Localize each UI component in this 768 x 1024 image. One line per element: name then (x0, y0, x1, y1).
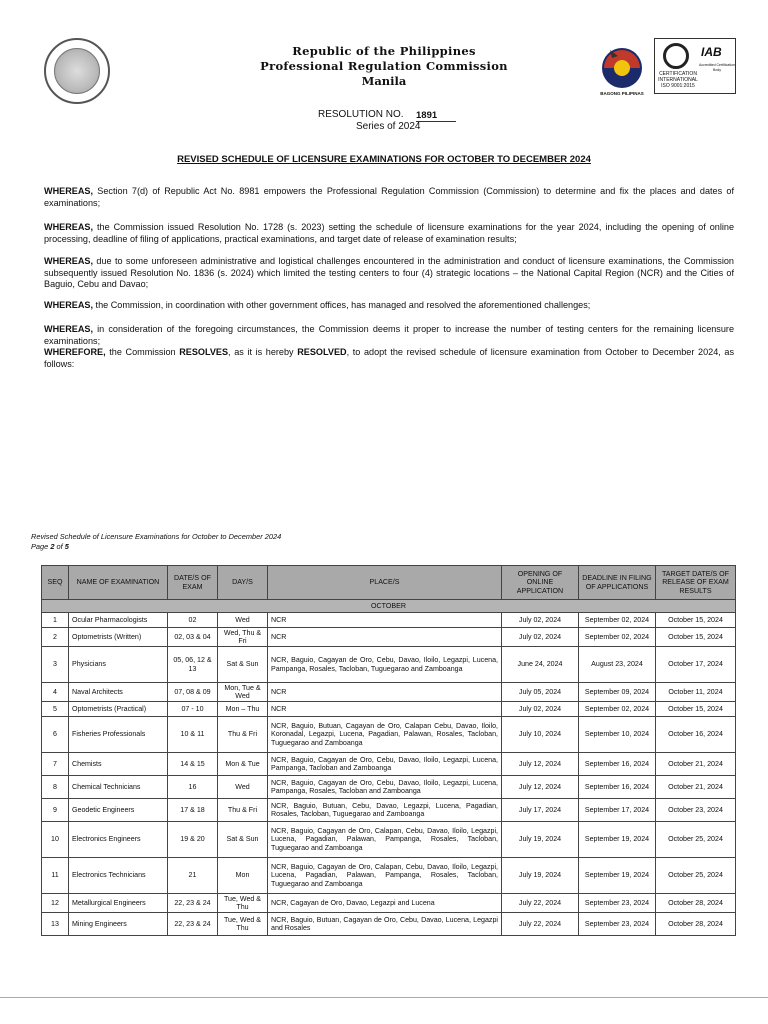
deadline-cell: September 02, 2024 (579, 628, 656, 647)
deadline-cell: September 09, 2024 (579, 683, 656, 702)
opening-cell: July 22, 2024 (502, 894, 579, 913)
col-header-deadline: DEADLINE IN FILING OF APPLICATIONS (579, 566, 656, 600)
month-row (42, 600, 736, 613)
name-cell: Geodetic Engineers (69, 799, 168, 822)
name-cell: Electronics Engineers (69, 822, 168, 858)
opening-cell: July 17, 2024 (502, 799, 579, 822)
date-cell: 16 (168, 776, 218, 799)
resolution-series: Series of 2024 (356, 121, 421, 132)
places-cell: NCR, Cagayan de Oro, Davao, Legazpi and Lucena (268, 894, 502, 913)
name-cell: Chemists (69, 753, 168, 776)
col-header-release: TARGET DATE/S OF RELEASE OF EXAM RESULTS (656, 566, 736, 600)
name-cell: Optometrists (Practical) (69, 702, 168, 717)
seq-cell: 11 (42, 858, 69, 894)
table-row (42, 702, 736, 717)
table-row (42, 683, 736, 702)
release-cell: October 25, 2024 (656, 858, 736, 894)
days-cell: Tue, Wed & Thu (218, 894, 268, 913)
release-cell: October 15, 2024 (656, 613, 736, 628)
opening-cell: July 02, 2024 (502, 702, 579, 717)
exam-schedule-table (41, 565, 736, 936)
release-cell: October 28, 2024 (656, 894, 736, 913)
seq-cell: 2 (42, 628, 69, 647)
col-header-opening: OPENING OF ONLINE APPLICATION (502, 566, 579, 600)
date-cell: 02 (168, 613, 218, 628)
days-cell: Wed, Thu & Fri (218, 628, 268, 647)
deadline-cell: September 02, 2024 (579, 702, 656, 717)
name-cell: Metallurgical Engineers (69, 894, 168, 913)
whereas-paragraph-2: WHEREAS, the Commission issued Resolution No. 1728 (s. 2023) setting the schedule of licensure examinations for the year 2024, including the opening of online processing, deadline of filing of applications, practical examinations, and target date of release of examination results; (44, 222, 734, 244)
date-cell: 02, 03 & 04 (168, 628, 218, 647)
name-cell: Physicians (69, 647, 168, 683)
name-cell: Electronics Technicians (69, 858, 168, 894)
days-cell: Sat & Sun (218, 647, 268, 683)
table-row (42, 647, 736, 683)
days-cell: Wed (218, 613, 268, 628)
date-cell: 19 & 20 (168, 822, 218, 858)
date-cell: 17 & 18 (168, 799, 218, 822)
table-row (42, 913, 736, 936)
opening-cell: June 24, 2024 (502, 647, 579, 683)
name-cell: Chemical Technicians (69, 776, 168, 799)
deadline-cell: September 23, 2024 (579, 894, 656, 913)
table-row (42, 858, 736, 894)
places-cell: NCR, Baguio, Butuan, Cagayan de Oro, Cebu, Davao, Lucena, Legazpi and Rosales (268, 913, 502, 936)
resolution-label: RESOLUTION NO. (318, 109, 404, 120)
month-label: OCTOBER (42, 600, 736, 613)
deadline-cell: September 19, 2024 (579, 858, 656, 894)
days-cell: Mon, Tue & Wed (218, 683, 268, 702)
deadline-cell: September 02, 2024 (579, 613, 656, 628)
places-cell: NCR, Baguio, Butuan, Cagayan de Oro, Calapan Cebu, Davao, Iloilo, Koronadal, Legazpi, Lucena, Pagadian, Palawan, Rosales, Tacloban, Tuguegarao and Zamboanga (268, 717, 502, 753)
release-cell: October 16, 2024 (656, 717, 736, 753)
name-cell: Ocular Pharmacologists (69, 613, 168, 628)
table-row (42, 776, 736, 799)
col-header-date: DATE/S OF EXAM (168, 566, 218, 600)
release-cell: October 17, 2024 (656, 647, 736, 683)
release-cell: October 23, 2024 (656, 799, 736, 822)
accreditation-text: Accredited Certification Body (699, 63, 735, 72)
name-cell: Fisheries Professionals (69, 717, 168, 753)
places-cell: NCR, Baguio, Cagayan de Oro, Calapan, Cebu, Davao, Iloilo, Legazpi, Lucena, Pagadian, Palawan, Pampanga, Rosales, Tacloban, Tuguegarao and Zamboanga (268, 858, 502, 894)
date-cell: 21 (168, 858, 218, 894)
release-cell: October 15, 2024 (656, 702, 736, 717)
seq-cell: 6 (42, 717, 69, 753)
release-cell: October 28, 2024 (656, 913, 736, 936)
places-cell: NCR, Baguio, Butuan, Cebu, Davao, Legazpi, Lucena, Pagadian, Rosales, Tacloban, Tuguegarao and Zamboanga (268, 799, 502, 822)
whereas-paragraph-5: WHEREAS, in consideration of the foregoing circumstances, the Commission deems it proper to increase the number of testing centers for the remaining licensure examinations; (44, 324, 734, 346)
date-cell: 05, 06, 12 & 13 (168, 647, 218, 683)
whereas-paragraph-3: WHEREAS, due to some unforeseen administrative and logistical challenges encountered in the administration and conduct of licensure examinations, the Commission subsequently issued Resolution No. 1836 (s. 2024) which limited the testing centers to four (4) strategic locations – the National Capital Region (NCR) and the Cities of Baguio, Cebu and Davao; (44, 256, 734, 289)
places-cell: NCR, Baguio, Cagayan de Oro, Calapan, Cebu, Davao, Iloilo, Legazpi, Lucena, Pagadian, Palawan, Pampanga, Rosales, Tacloban, Tuguegarao and Zamboanga (268, 822, 502, 858)
document-title: REVISED SCHEDULE OF LICENSURE EXAMINATIONS FOR OCTOBER TO DECEMBER 2024 (177, 154, 591, 165)
places-cell: NCR, Baguio, Cagayan de Oro, Cebu, Davao, Iloilo, Legazpi, Lucena, Pampanga, Tacloban and Zamboanga (268, 753, 502, 776)
days-cell: Sat & Sun (218, 822, 268, 858)
deadline-cell: August 23, 2024 (579, 647, 656, 683)
certification-ring-icon (663, 43, 689, 69)
date-cell: 07, 08 & 09 (168, 683, 218, 702)
seq-cell: 10 (42, 822, 69, 858)
date-cell: 22, 23 & 24 (168, 894, 218, 913)
date-cell: 14 & 15 (168, 753, 218, 776)
running-header: Revised Schedule of Licensure Examinations for October to December 2024 (31, 532, 282, 541)
name-cell: Optometrists (Written) (69, 628, 168, 647)
name-cell: Mining Engineers (69, 913, 168, 936)
opening-cell: July 12, 2024 (502, 753, 579, 776)
name-cell: Naval Architects (69, 683, 168, 702)
release-cell: October 25, 2024 (656, 822, 736, 858)
col-header-places: PLACE/S (268, 566, 502, 600)
seq-cell: 4 (42, 683, 69, 702)
iab-logo: IAB (701, 45, 722, 59)
days-cell: Tue, Wed & Thu (218, 913, 268, 936)
opening-cell: July 12, 2024 (502, 776, 579, 799)
places-cell: NCR (268, 613, 502, 628)
days-cell: Thu & Fri (218, 799, 268, 822)
table-row (42, 822, 736, 858)
date-cell: 10 & 11 (168, 717, 218, 753)
date-cell: 22, 23 & 24 (168, 913, 218, 936)
release-cell: October 15, 2024 (656, 628, 736, 647)
deadline-cell: September 17, 2024 (579, 799, 656, 822)
resolution-number: 1891 (416, 110, 456, 122)
deadline-cell: September 19, 2024 (579, 822, 656, 858)
table-row (42, 628, 736, 647)
days-cell: Mon – Thu (218, 702, 268, 717)
whereas-paragraph-4: WHEREAS, the Commission, in coordination with other government offices, has managed and resolved the aforementioned challenges; (44, 300, 591, 310)
opening-cell: July 19, 2024 (502, 858, 579, 894)
days-cell: Thu & Fri (218, 717, 268, 753)
days-cell: Wed (218, 776, 268, 799)
release-cell: October 21, 2024 (656, 776, 736, 799)
release-cell: October 11, 2024 (656, 683, 736, 702)
opening-cell: July 10, 2024 (502, 717, 579, 753)
opening-cell: July 05, 2024 (502, 683, 579, 702)
seq-cell: 1 (42, 613, 69, 628)
deadline-cell: September 10, 2024 (579, 717, 656, 753)
table-row (42, 753, 736, 776)
places-cell: NCR, Baguio, Cagayan de Oro, Cebu, Davao, Iloilo, Legazpi, Lucena, Pampanga, Rosales, Tacloban and Zamboanga (268, 776, 502, 799)
places-cell: NCR (268, 702, 502, 717)
whereas-paragraph-1: WHEREAS, Section 7(d) of Republic Act No. 8981 empowers the Professional Regulation Commission (Commission) to determine and fix the places and dates of examinations; (44, 186, 734, 208)
header-republic: Republic of the Philippines (292, 44, 476, 58)
page-footer-line (0, 997, 768, 998)
opening-cell: July 02, 2024 (502, 613, 579, 628)
certification-badge (654, 38, 736, 94)
places-cell: NCR (268, 683, 502, 702)
places-cell: NCR, Baguio, Cagayan de Oro, Cebu, Davao, Iloilo, Legazpi, Lucena, Pampanga, Rosales, Tacloban, Tuguegarao and Zamboanga (268, 647, 502, 683)
seq-cell: 5 (42, 702, 69, 717)
opening-cell: July 02, 2024 (502, 628, 579, 647)
col-header-name: NAME OF EXAMINATION (69, 566, 168, 600)
places-cell: NCR (268, 628, 502, 647)
release-cell: October 21, 2024 (656, 753, 736, 776)
bagong-pilipinas-label: BAGONG PILIPINAS (600, 91, 644, 96)
header-commission: Professional Regulation Commission (260, 59, 508, 73)
seq-cell: 8 (42, 776, 69, 799)
header-city: Manila (361, 74, 407, 88)
days-cell: Mon (218, 858, 268, 894)
opening-cell: July 19, 2024 (502, 822, 579, 858)
seq-cell: 3 (42, 647, 69, 683)
wherefore-paragraph: WHEREFORE, the Commission RESOLVES, as it is hereby RESOLVED, to adopt the revised schedule of licensure examination from October to December 2024, as follows: (44, 347, 735, 369)
table-row (42, 613, 736, 628)
col-header-days: DAY/S (218, 566, 268, 600)
page-indicator: Page 2 of 5 (31, 542, 69, 551)
days-cell: Mon & Tue (218, 753, 268, 776)
date-cell: 07 - 10 (168, 702, 218, 717)
table-header-row (42, 566, 736, 600)
deadline-cell: September 23, 2024 (579, 913, 656, 936)
seq-cell: 9 (42, 799, 69, 822)
col-header-seq: SEQ (42, 566, 69, 600)
table-row (42, 894, 736, 913)
deadline-cell: September 16, 2024 (579, 753, 656, 776)
table-row (42, 799, 736, 822)
deadline-cell: September 16, 2024 (579, 776, 656, 799)
seq-cell: 7 (42, 753, 69, 776)
table-row (42, 717, 736, 753)
seq-cell: 13 (42, 913, 69, 936)
opening-cell: July 22, 2024 (502, 913, 579, 936)
bagong-pilipinas-logo (598, 42, 646, 90)
seq-cell: 12 (42, 894, 69, 913)
certification-text: CERTIFICATION INTERNATIONAL ISO 9001:2015 (658, 71, 698, 89)
